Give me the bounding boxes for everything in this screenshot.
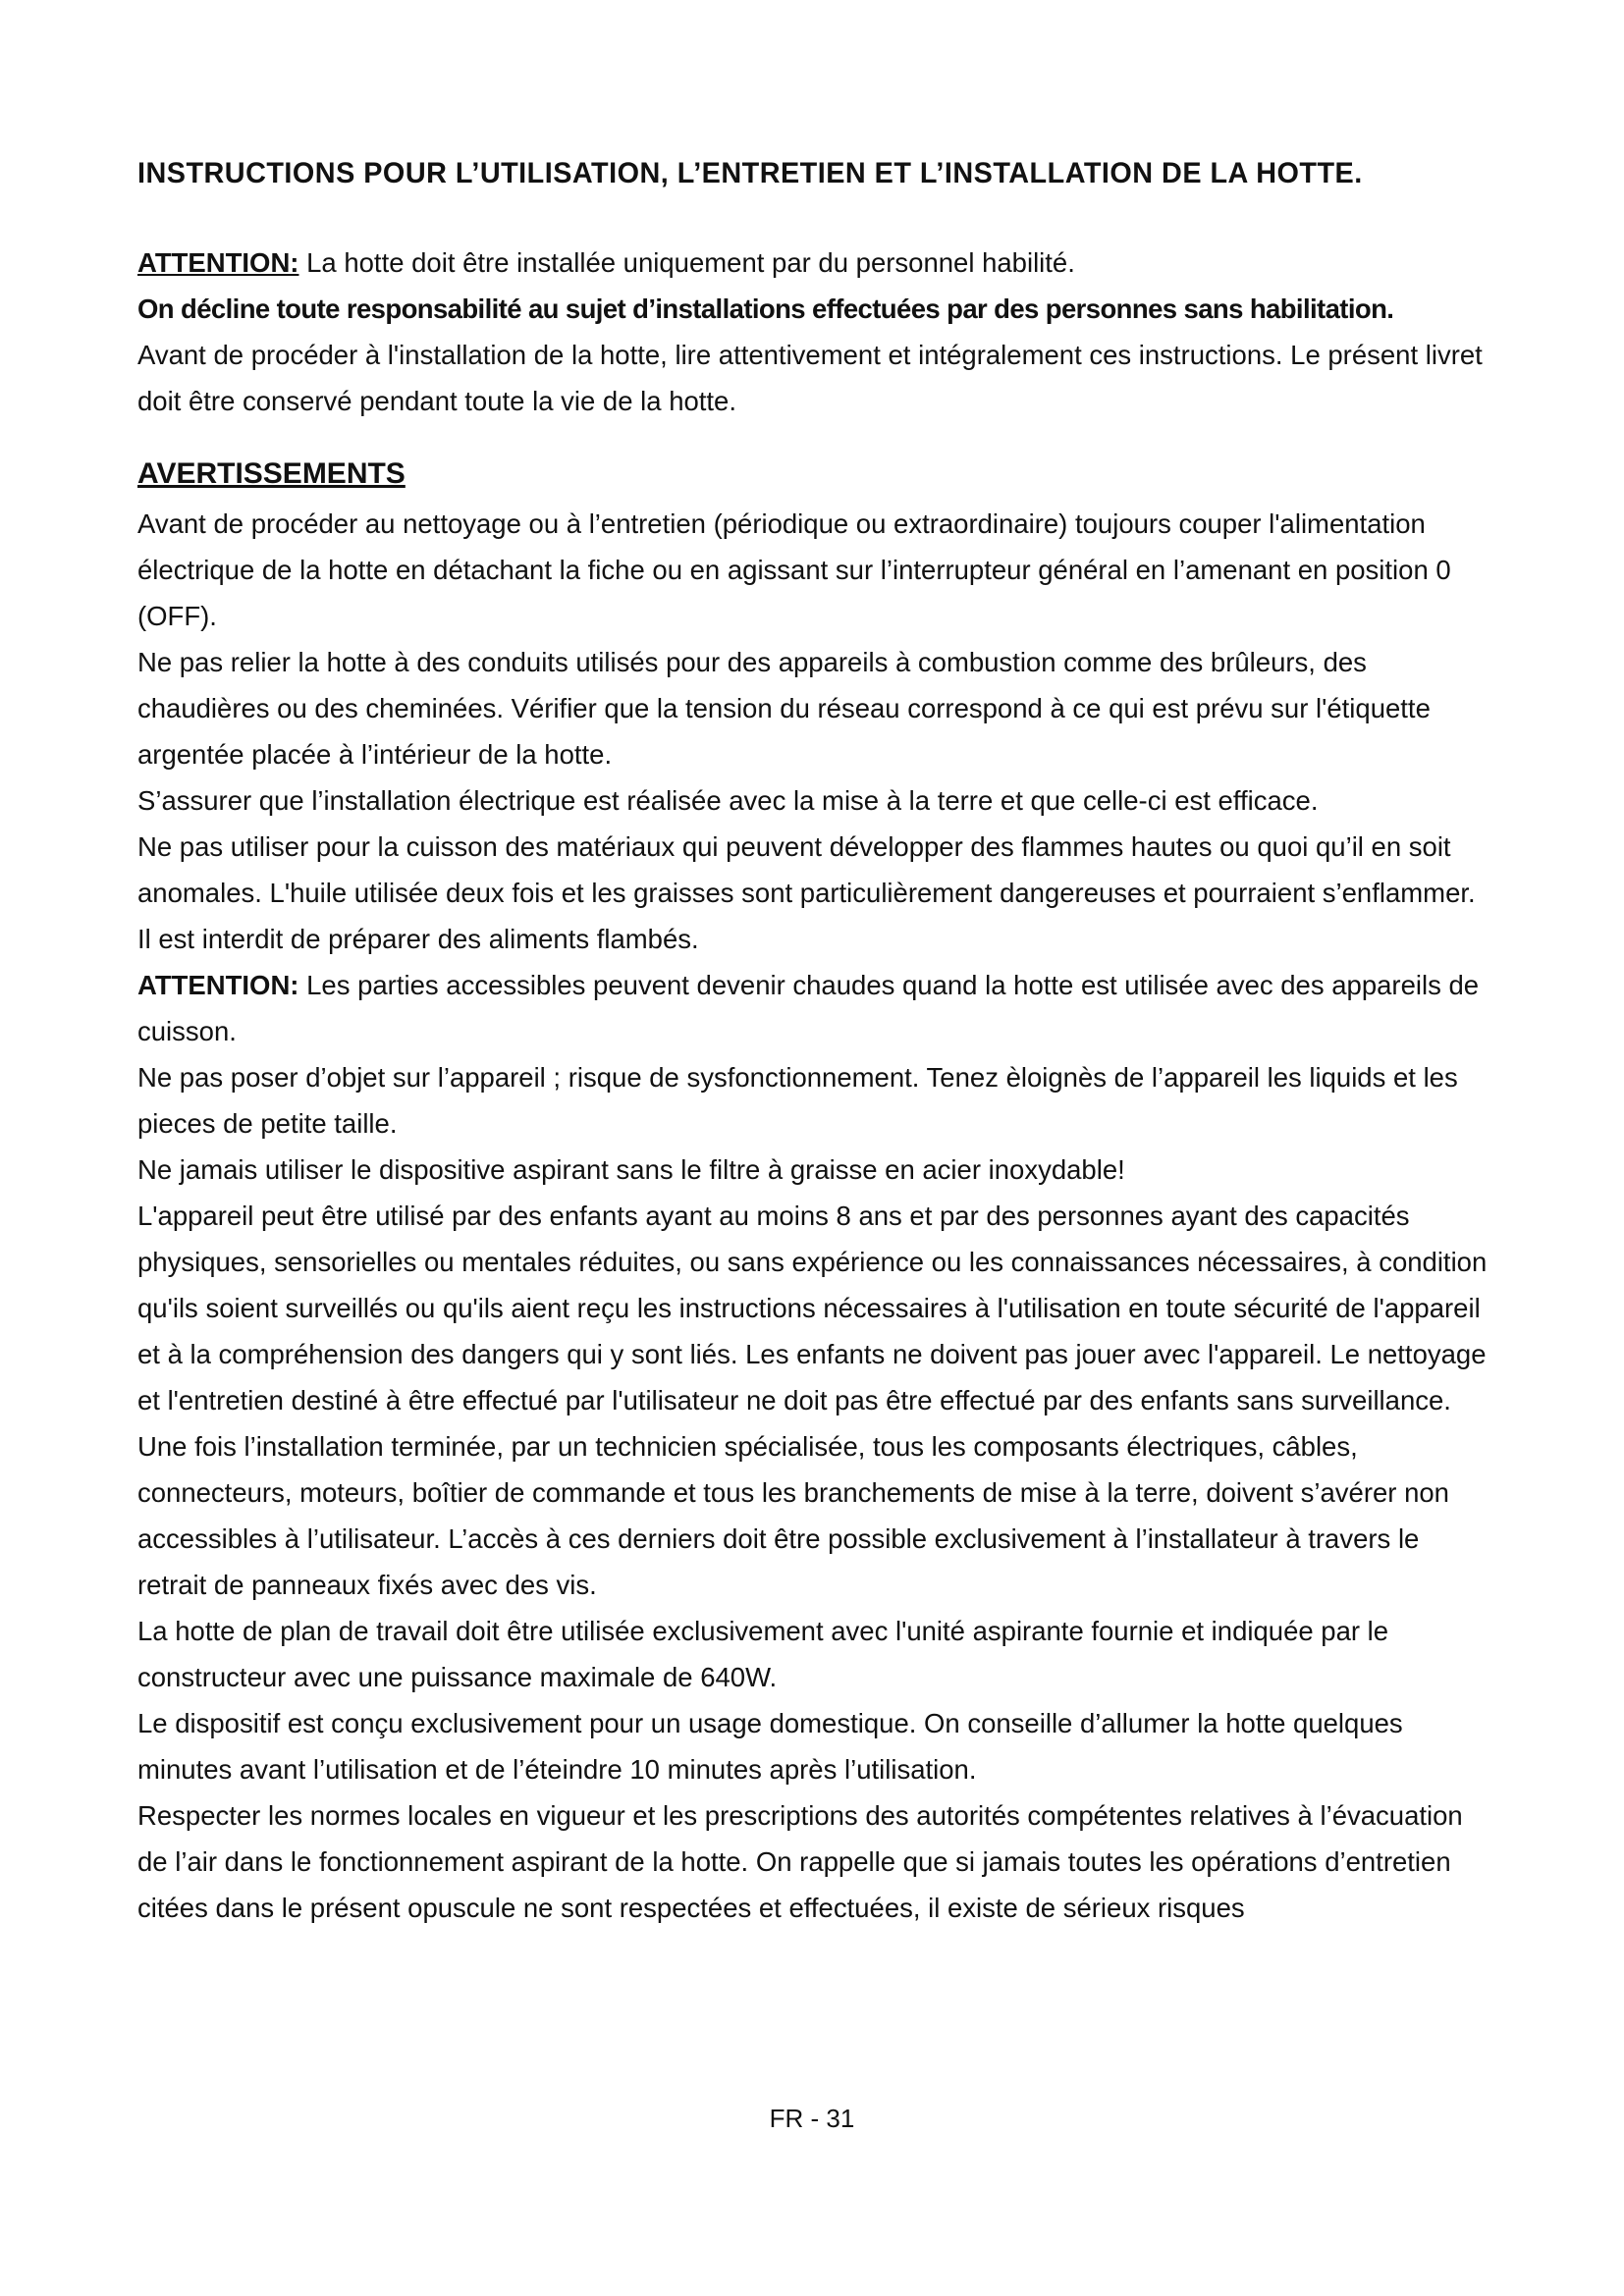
warning-paragraph: L'appareil peut être utilisé par des enfants ayant au moins 8 ans et par des personnes ayant des capacités physiques, sensorielles ou mentales réduites, ou sans expérience ou les connaissances nécessaires, à condition qu'ils soient surveillés ou qu'ils aient reçu les instructions nécessaires à l'utilisation en toute sécurité de l'appareil et à la compréhension des dangers qui y sont liés. Les enfants ne doivent pas jouer avec l'appareil. Le nettoyage et l'entretien destiné à être effectué par l'utilisateur ne doit pas être effectué par des enfants sans surveillance.: [137, 1201, 1488, 1415]
warning-paragraph: Ne pas utiliser pour la cuisson des matériaux qui peuvent développer des flammes hautes ou quoi qu’il en soit anomales. L'huile utilisée deux fois et les graisses sont particulièrement dangereuses et pourraient s’enflammer.: [137, 831, 1476, 908]
attention-text: Les parties accessibles peuvent devenir chaudes quand la hotte est utilisée avec des appareils de cuisson.: [137, 970, 1480, 1046]
attention-label: ATTENTION:: [137, 970, 299, 1000]
attention-text: La hotte doit être installée uniquement par du personnel habilité.: [298, 247, 1075, 278]
document-page: [137, 157, 1492, 1931]
warning-paragraph-attention: [137, 962, 1492, 1054]
warning-paragraph: Il est interdit de préparer des aliments flambés.: [137, 924, 699, 954]
warning-paragraph: Ne jamais utiliser le dispositive aspirant sans le filtre à graisse en acier inoxydable!: [137, 1154, 1125, 1185]
warning-paragraph: Le dispositif est conçu exclusivement pour un usage domestique. On conseille d’allumer la hotte quelques minutes avant l’utilisation et de l’éteindre 10 minutes après l’utilisation.: [137, 1708, 1403, 1785]
warning-paragraph: Ne pas poser d’objet sur l’appareil ; risque de sysfonctionnement. Tenez èloignès de l’appareil les liquids et les pieces de petite taille.: [137, 1062, 1458, 1139]
page-title: INSTRUCTIONS POUR L’UTILISATION, L’ENTRETIEN ET L’INSTALLATION DE LA HOTTE.: [137, 157, 1363, 189]
disclaimer-text: On décline toute responsabilité au sujet d’installations effectuées par des personnes sans habilitation.: [137, 294, 1394, 324]
intro-section: [137, 240, 1492, 424]
warning-paragraph: S’assurer que l’installation électrique est réalisée avec la mise à la terre et que celle-ci est efficace.: [137, 785, 1319, 816]
attention-paragraph: [137, 240, 1492, 286]
warning-paragraph: Ne pas relier la hotte à des conduits utilisés pour des appareils à combustion comme des brûleurs, des chaudières ou des cheminées. Vérifier que la tension du réseau correspond à ce qui est prévu sur l'étiquette argentée placée à l’intérieur de la hotte.: [137, 647, 1431, 770]
warning-paragraph: La hotte de plan de travail doit être utilisée exclusivement avec l'unité aspirante fournie et indiquée par le constructeur avec une puissance maximale de 640W.: [137, 1616, 1389, 1692]
page-number: FR - 31: [769, 2104, 855, 2133]
warnings-heading: AVERTISSEMENTS: [137, 457, 406, 490]
warnings-section: [137, 457, 1492, 1931]
warning-paragraph: Une fois l’installation terminée, par un technicien spécialisée, tous les composants électriques, câbles, connecteurs, moteurs, boîtier de commande et tous les branchements de mise à la terre, doivent s’avérer non accessibles à l’utilisateur. L’accès à ces derniers doit être possible exclusivement à l’installateur à travers le retrait de panneaux fixés avec des vis.: [137, 1431, 1449, 1600]
warning-paragraph: Respecter les normes locales en vigueur et les prescriptions des autorités compétentes relatives à l’évacuation de l’air dans le fonctionnement aspirant de la hotte. On rappelle que si jamais toutes les opérations d’entretien citées dans le présent opuscule ne sont respectées et effectuées, il existe de sérieux risques: [137, 1800, 1463, 1923]
read-instructions-text: Avant de procéder à l'installation de la hotte, lire attentivement et intégralement ces instructions. Le présent livret doit être conservé pendant toute la vie de la hotte.: [137, 340, 1483, 416]
warning-paragraph: Avant de procéder au nettoyage ou à l’entretien (périodique ou extraordinaire) toujours couper l'alimentation électrique de la hotte en détachant la fiche ou en agissant sur l’interrupteur général en l’amenant en position 0 (OFF).: [137, 508, 1451, 631]
attention-label: ATTENTION:: [137, 247, 299, 278]
